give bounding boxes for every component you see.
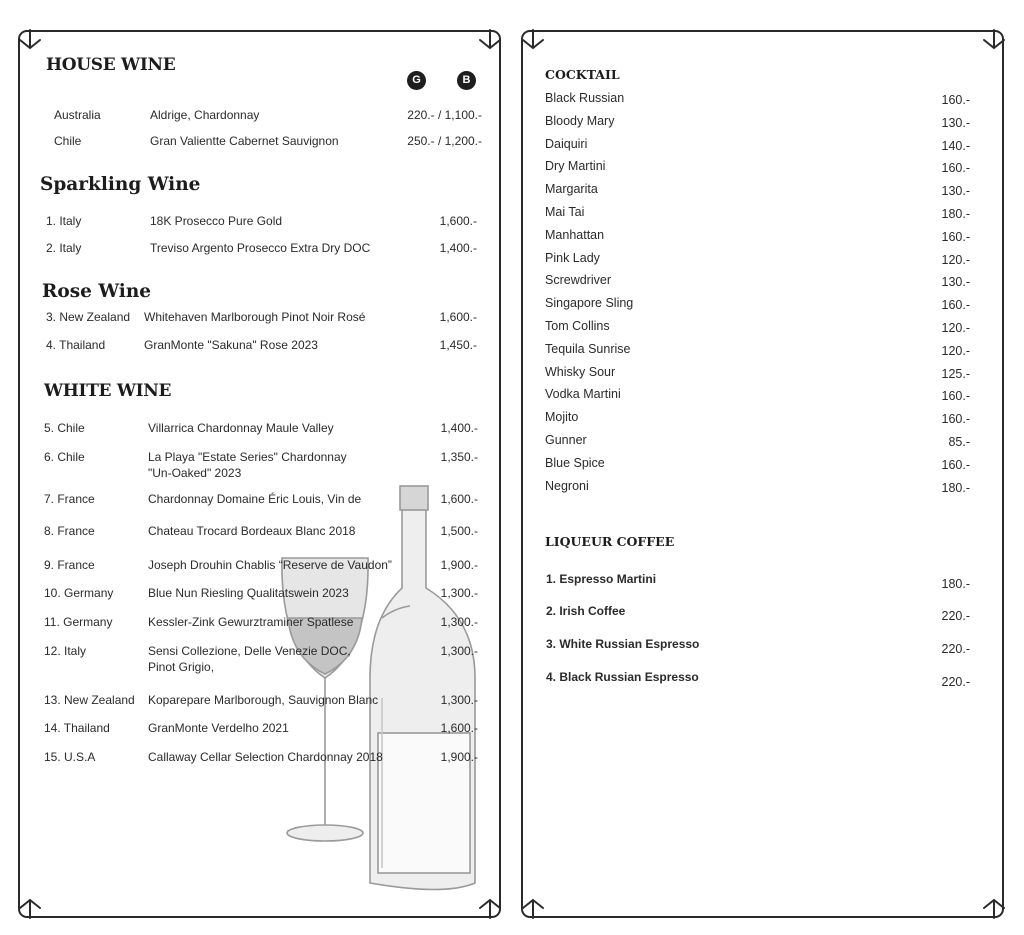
wine-origin: 7. France bbox=[44, 492, 95, 506]
glass-badge: G bbox=[407, 71, 426, 90]
cocktail-name: Manhattan bbox=[545, 227, 605, 242]
wine-origin: 1. Italy bbox=[46, 214, 82, 228]
wine-name: La Playa "Estate Series" Chardonnay bbox=[148, 450, 347, 464]
wine-name-line2: "Un-Oaked" 2023 bbox=[148, 466, 242, 480]
liqueur-coffee-price: 180.- bbox=[941, 577, 970, 591]
liqueur-coffee-price: 220.- bbox=[941, 609, 970, 623]
bottle-badge: B bbox=[457, 71, 476, 90]
wine-origin: 2. Italy bbox=[46, 241, 82, 255]
house-wine-heading: HOUSE WINE bbox=[46, 55, 176, 75]
cocktail-price: 160.- bbox=[941, 412, 970, 427]
wine-price: 1,600.- bbox=[440, 721, 478, 735]
wine-name: Koparepare Marlborough, Sauvignon Blanc bbox=[148, 693, 379, 707]
cocktail-price: 180.- bbox=[941, 480, 970, 495]
cocktail-price: 180.- bbox=[941, 207, 970, 221]
cocktail-name: Pink Lady bbox=[545, 250, 600, 265]
wine-origin: 6. Chile bbox=[44, 450, 85, 464]
cocktail-name: Black Russian bbox=[545, 91, 625, 105]
wine-origin: 11. Germany bbox=[44, 615, 113, 629]
wine-origin: Chile bbox=[54, 134, 82, 148]
cocktail-price: 160.- bbox=[941, 298, 970, 313]
wine-price: 1,900.- bbox=[440, 558, 478, 572]
wine-price: 1,300.- bbox=[440, 644, 478, 658]
wine-bottle-and-glass-sketch-icon bbox=[270, 478, 485, 898]
wine-name: Villarrica Chardonnay Maule Valley bbox=[148, 421, 334, 435]
liqueur-coffee-name: 3. White Russian Espresso bbox=[546, 637, 700, 651]
white-wine-heading: WHITE WINE bbox=[44, 381, 172, 401]
wine-name: Gran Valientte Cabernet Sauvignon bbox=[150, 134, 339, 148]
wine-name-line2: Pinot Grigio, bbox=[148, 660, 215, 674]
wine-name: 18K Prosecco Pure Gold bbox=[150, 214, 283, 228]
wine-name: Callaway Cellar Selection Chardonnay 2018 bbox=[148, 750, 383, 764]
wine-origin: 8. France bbox=[44, 524, 95, 538]
wine-name: Kessler-Zink Gewurztraminer Spatlese bbox=[148, 615, 354, 629]
wine-origin: 12. Italy bbox=[44, 644, 87, 658]
wine-name: Joseph Drouhin Chablis “Reserve de Vaudon” bbox=[148, 558, 392, 572]
cocktail-price: 160.- bbox=[941, 161, 970, 176]
sparkling-wine-heading: Sparkling Wine bbox=[40, 174, 201, 195]
cocktail-name: Tequila Sunrise bbox=[545, 341, 631, 356]
cocktail-price: 160.- bbox=[941, 457, 970, 472]
wine-origin: 4. Thailand bbox=[46, 338, 106, 352]
wine-name: Treviso Argento Prosecco Extra Dry DOC bbox=[150, 241, 371, 255]
wine-origin: 5. Chile bbox=[44, 421, 85, 435]
cocktail-name: Screwdriver bbox=[545, 273, 611, 288]
cocktail-name: Mai Tai bbox=[545, 205, 585, 219]
wine-name: Chateau Trocard Bordeaux Blanc 2018 bbox=[148, 524, 356, 538]
wine-price: 1,350.- bbox=[440, 450, 478, 464]
wine-origin: Australia bbox=[54, 108, 101, 122]
wine-name: Whitehaven Marlborough Pinot Noir Rosé bbox=[144, 310, 366, 324]
cocktail-name: Tom Collins bbox=[545, 319, 610, 333]
wine-price: 1,300.- bbox=[440, 615, 478, 629]
wine-name: GranMonte Verdelho 2021 bbox=[148, 721, 289, 735]
wine-price: 1,400.- bbox=[440, 421, 478, 435]
liqueur-coffee-name: 2. Irish Coffee bbox=[546, 604, 626, 618]
liqueur-coffee-heading: LIQUEUR COFFEE bbox=[545, 534, 675, 549]
wine-price: 1,450.- bbox=[439, 338, 477, 352]
wine-price: 1,500.- bbox=[440, 524, 478, 538]
cocktail-price: 130.- bbox=[941, 275, 970, 290]
wine-origin: 13. New Zealand bbox=[44, 693, 135, 707]
cocktail-price: 160.- bbox=[941, 389, 970, 404]
cocktail-name: Mojito bbox=[545, 410, 579, 425]
wine-name: Chardonnay Domaine Éric Louis, Vin de bbox=[148, 492, 362, 506]
liqueur-coffee-price: 220.- bbox=[941, 642, 970, 656]
wine-price: 1,600.- bbox=[440, 492, 478, 506]
wine-name: Aldrige, Chardonnay bbox=[150, 108, 260, 122]
cocktail-name: Margarita bbox=[545, 182, 598, 197]
wine-name: GranMonte "Sakuna" Rose 2023 bbox=[144, 338, 318, 352]
cocktail-name: Blue Spice bbox=[545, 455, 605, 470]
cocktail-price: 130.- bbox=[941, 115, 970, 130]
wine-price: 250.- / 1,200.- bbox=[407, 134, 482, 148]
cocktail-price: 120.- bbox=[941, 343, 970, 358]
wine-origin: 9. France bbox=[44, 558, 95, 572]
wine-name: Blue Nun Riesling Qualitatswein 2023 bbox=[148, 586, 349, 600]
cocktail-name: Dry Martini bbox=[545, 159, 606, 174]
cocktail-price: 160.- bbox=[941, 229, 970, 244]
cocktail-name: Daiquiri bbox=[545, 136, 588, 151]
cocktail-heading: COCKTAIL bbox=[545, 67, 620, 82]
wine-origin: 15. U.S.A bbox=[44, 750, 96, 764]
liqueur-coffee-name: 1. Espresso Martini bbox=[546, 572, 657, 586]
wine-price: 1,400.- bbox=[439, 241, 477, 255]
cocktail-name: Vodka Martini bbox=[545, 387, 621, 402]
cocktail-price: 125.- bbox=[941, 366, 970, 381]
cocktail-name: Gunner bbox=[545, 433, 587, 447]
cocktail-price: 130.- bbox=[941, 184, 970, 199]
wine-price: 1,600.- bbox=[439, 214, 477, 228]
cocktail-name: Whisky Sour bbox=[545, 364, 616, 379]
cocktail-name: Singapore Sling bbox=[545, 296, 634, 311]
cocktail-name: Negroni bbox=[545, 478, 589, 493]
wine-price: 1,300.- bbox=[440, 693, 478, 707]
cocktail-price: 120.- bbox=[941, 321, 970, 335]
wine-price: 1,900.- bbox=[440, 750, 478, 764]
liqueur-coffee-price: 220.- bbox=[941, 675, 970, 689]
wine-price: 1,600.- bbox=[439, 310, 477, 324]
wine-origin: 14. Thailand bbox=[44, 721, 110, 735]
cocktail-price: 140.- bbox=[941, 138, 970, 153]
wine-name: Sensi Collezione, Delle Venezie DOC, bbox=[148, 644, 351, 658]
rose-wine-heading: Rose Wine bbox=[42, 281, 152, 302]
liqueur-coffee-name: 4. Black Russian Espresso bbox=[546, 670, 699, 684]
wine-origin: 3. New Zealand bbox=[46, 310, 131, 324]
cocktail-price: 160.- bbox=[941, 93, 970, 107]
wine-price: 220.- / 1,100.- bbox=[407, 108, 482, 122]
cocktail-price: 85.- bbox=[948, 435, 970, 449]
wine-origin: 10. Germany bbox=[44, 586, 114, 600]
wine-price: 1,300.- bbox=[440, 586, 478, 600]
cocktail-name: Bloody Mary bbox=[545, 113, 615, 128]
cocktail-price: 120.- bbox=[941, 252, 970, 267]
